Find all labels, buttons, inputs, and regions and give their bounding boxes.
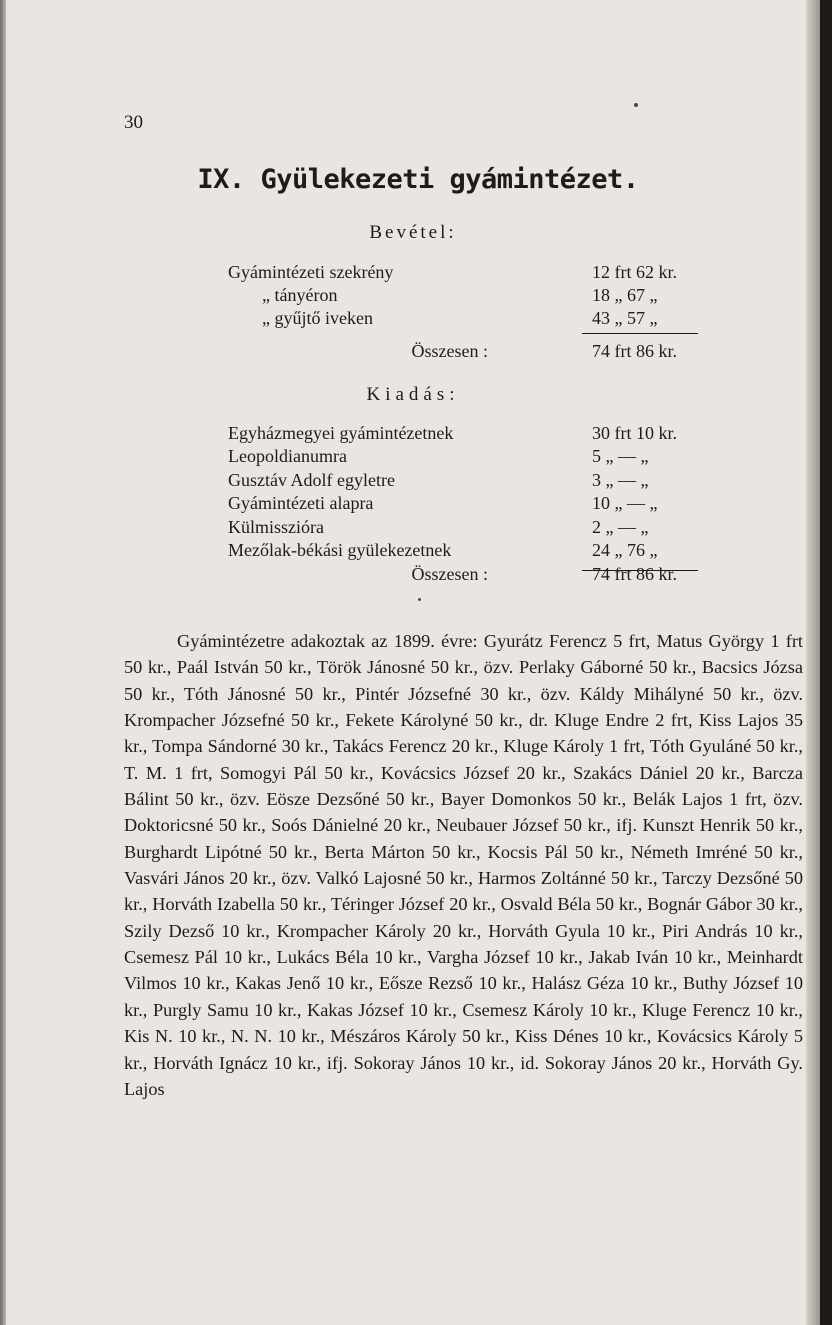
ledger-row	[228, 262, 708, 282]
ink-speck	[418, 598, 421, 601]
book-page	[6, 0, 820, 1325]
ledger-amount: 18 „ 67 „	[592, 285, 658, 305]
ledger-label: Gyámintézeti alapra	[228, 493, 374, 514]
ledger-row	[228, 285, 708, 305]
ledger-label: Gyámintézeti szekrény	[228, 262, 394, 282]
ledger-amount: 43 „ 57 „	[592, 308, 658, 328]
ledger-label: Külmisszióra	[228, 516, 324, 537]
expenses-ledger	[228, 423, 708, 584]
page-edge-shadow	[806, 0, 820, 1325]
ledger-row	[228, 493, 708, 513]
ledger-row	[228, 446, 708, 466]
total-amount: 74 frt 86 kr.	[592, 341, 677, 361]
income-heading: Bevétel:	[369, 222, 457, 243]
ledger-row	[228, 540, 708, 560]
ledger-total-row	[228, 341, 708, 361]
total-amount: 74 frt 86 kr.	[592, 563, 677, 584]
ledger-amount: 5 „ — „	[592, 446, 649, 467]
chapter-title: IX. Gyülekezeti gyámintézet.	[197, 164, 639, 195]
total-label: Összesen :	[411, 563, 488, 584]
ink-speck	[634, 103, 638, 107]
ledger-label: „ gyűjtő iveken	[262, 308, 373, 328]
ledger-label: Mezőlak-békási gyülekezetnek	[228, 539, 452, 560]
sum-rule	[582, 333, 698, 334]
ledger-total-row	[228, 564, 708, 584]
ledger-row	[228, 308, 708, 328]
expenses-heading: Kiadás:	[366, 384, 460, 405]
ledger-amount: 3 „ — „	[592, 469, 649, 490]
page-number: 30	[124, 112, 143, 133]
ledger-amount: 24 „ 76 „	[592, 539, 658, 560]
ledger-label: „ tányéron	[262, 285, 338, 305]
ledger-label: Egyházmegyei gyámintézetnek	[228, 423, 454, 443]
ledger-amount: 10 „ — „	[592, 493, 658, 514]
ledger-row	[228, 470, 708, 490]
total-label: Összesen :	[411, 341, 488, 361]
ledger-row	[228, 517, 708, 537]
ledger-amount: 30 frt 10 kr.	[592, 423, 677, 443]
scan-border	[820, 0, 832, 1325]
ledger-row	[228, 423, 708, 443]
income-ledger	[228, 262, 708, 361]
donations-paragraph: Gyámintézetre adakoztak az 1899. évre: Gyurátz Ferencz 5 frt, Matus György 1 frt 50 kr., Paál István 50 kr., Török Jánosné 50 kr., özv. Perlaky Gáborné 50 kr., Bacsics Józsa 50 kr., Tóth Jánosné 50 kr., Pintér Józsefné 30 kr., özv. Káldy Mihályné 50 kr., özv. Krompacher Józsefné 50 kr., Fekete Károlyné 50 kr., dr. Kluge Endre 2 frt, Kiss Lajos 35 kr., Tompa Sándorné 30 kr., Takács Ferencz 20 kr., Kluge Károly 1 frt, Tóth Gyuláné 50 kr., T. M. 1 frt, Somogyi Pál 50 kr., Kovácsics József 20 kr., Szakács Dániel 20 kr., Barcza Bálint 50 kr., özv. Eösze Dezsőné 50 kr., Bayer Domonkos 50 kr., Belák Lajos 1 frt, özv. Doktoricsné 50 kr., Soós Dánielné 20 kr., Neubauer József 50 kr., ifj. Kunszt Henrik 50 kr., Burghardt Lipótné 50 kr., Berta Márton 50 kr., Kocsis Pál 50 kr., Németh Imréné 50 kr., Vasvári János 20 kr., özv. Valkó Lajosné 50 kr., Harmos Zoltánné 50 kr., Tarczy Dezsőné 50 kr., Horváth Izabella 50 kr., Téringer József 20 kr., Osvald Béla 50 kr., Bognár Gábor 30 kr., Szily Dezső 10 kr., Krompacher Károly 20 kr., Horváth Gyula 10 kr., Piri András 10 kr., Csemesz Pál 10 kr., Lukács Béla 10 kr., Vargha József 10 kr., Jakab Iván 10 kr., Meinhardt Vilmos 10 kr., Kakas Jenő 10 kr., Eősze Rezső 10 kr., Halász Géza 10 kr., Buthy József 10 kr., Purgly Samu 10 kr., Kakas József 10 kr., Csemesz Károly 10 kr., Kluge Ferencz 10 kr., Kis N. 10 kr., N. N. 10 kr., Mészáros Károly 50 kr., Kiss Dénes 10 kr., Kovácsics Károly 5 kr., Horváth Ignácz 10 kr., ifj. Sokoray János 10 kr., id. Sokoray János 20 kr., Horváth Gy. Lajos	[124, 631, 803, 1099]
ledger-label: Leopoldianumra	[228, 446, 347, 467]
ledger-amount: 2 „ — „	[592, 516, 649, 537]
ledger-label: Gusztáv Adolf egyletre	[228, 469, 395, 490]
ledger-amount: 12 frt 62 kr.	[592, 262, 677, 282]
